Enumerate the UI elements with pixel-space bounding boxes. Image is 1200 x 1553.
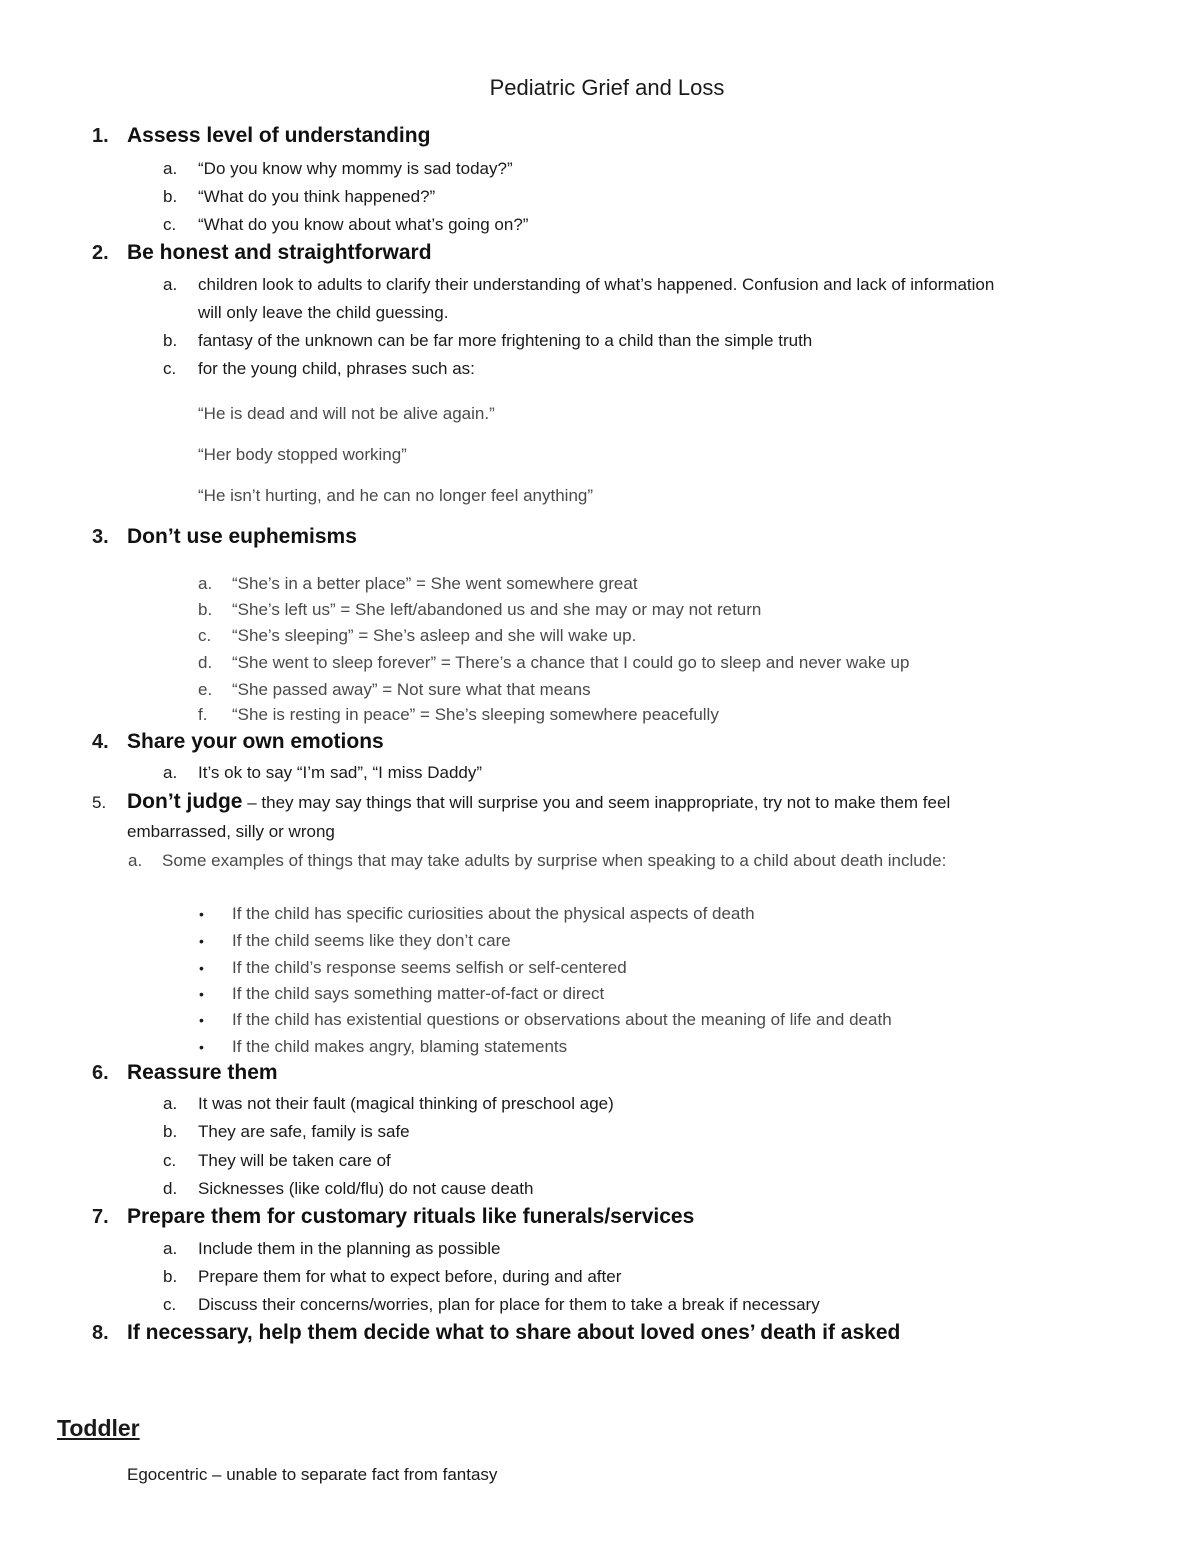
item-label: f.	[198, 705, 208, 724]
example-phrase: “He is dead and will not be alive again.”	[198, 404, 495, 423]
list-item: “What do you think happened?”	[198, 187, 436, 206]
item-label: a.	[128, 851, 143, 870]
bullet-item: If the child makes angry, blaming statements	[232, 1037, 568, 1056]
item-label: c.	[198, 626, 212, 645]
list-item: Sicknesses (like cold/flu) do not cause death	[198, 1179, 534, 1198]
section-heading: Share your own emotions	[127, 730, 384, 753]
list-item: “What do you know about what’s going on?”	[198, 215, 529, 234]
example-phrase: “Her body stopped working”	[198, 445, 407, 464]
bullet-item: If the child’s response seems selfish or self-centered	[232, 958, 627, 977]
toddler-heading: Toddler	[57, 1415, 140, 1441]
list-item: “Do you know why mommy is sad today?”	[198, 159, 513, 178]
list-item: Discuss their concerns/worries, plan for place for them to take a break if necessary	[198, 1295, 820, 1314]
list-item: “She went to sleep forever” = There’s a chance that I could go to sleep and never wake up	[232, 653, 910, 672]
toddler-text: Egocentric – unable to separate fact from fantasy	[127, 1465, 498, 1484]
list-item: “She passed away” = Not sure what that means	[232, 680, 591, 699]
bullet-icon: •	[199, 933, 204, 949]
list-item: They are safe, family is safe	[198, 1122, 410, 1141]
item-label: c.	[163, 1295, 177, 1314]
item-label: a.	[198, 574, 213, 593]
list-item: “She’s left us” = She left/abandoned us and she may or may not return	[232, 600, 762, 619]
section-heading: Don’t use euphemisms	[127, 525, 357, 548]
example-phrase: “He isn’t hurting, and he can no longer feel anything”	[198, 486, 594, 505]
list-item: “She’s sleeping” = She’s asleep and she will wake up.	[232, 626, 637, 645]
section-number: 3.	[92, 526, 109, 548]
list-item: for the young child, phrases such as:	[198, 359, 475, 378]
list-item: fantasy of the unknown can be far more frightening to a child than the simple truth	[198, 331, 813, 350]
section-number: 2.	[92, 242, 109, 264]
item-label: a.	[163, 1094, 178, 1113]
list-item-continuation: will only leave the child guessing.	[198, 303, 449, 322]
list-item: “She is resting in peace” = She’s sleeping somewhere peacefully	[232, 705, 719, 724]
bullet-icon: •	[199, 1039, 204, 1055]
section-heading: Prepare them for customary rituals like funerals/services	[127, 1205, 695, 1228]
item-label: b.	[163, 331, 178, 350]
item-label: a.	[163, 275, 178, 294]
section-heading: Be honest and straightforward	[127, 241, 432, 264]
bullet-item: If the child says something matter-of-fact or direct	[232, 984, 605, 1003]
item-label: c.	[163, 1151, 177, 1170]
list-item: It was not their fault (magical thinking of preschool age)	[198, 1094, 614, 1113]
section-number: 1.	[92, 125, 109, 147]
bullet-icon: •	[199, 1012, 204, 1028]
section-heading-continuation: embarrassed, silly or wrong	[127, 822, 335, 841]
item-label: b.	[198, 600, 213, 619]
list-item: It’s ok to say “I’m sad”, “I miss Daddy”	[198, 763, 483, 782]
section-number: 8.	[92, 1322, 109, 1344]
item-label: d.	[163, 1179, 178, 1198]
section-heading: Reassure them	[127, 1061, 278, 1084]
page-title: Pediatric Grief and Loss	[489, 75, 725, 100]
bullet-item: If the child has specific curiosities about the physical aspects of death	[232, 904, 755, 923]
section-number: 6.	[92, 1062, 109, 1084]
item-label: b.	[163, 1267, 178, 1286]
section-number: 4.	[92, 731, 109, 753]
item-label: a.	[163, 763, 178, 782]
section-number: 7.	[92, 1206, 109, 1228]
list-item: Some examples of things that may take adults by surprise when speaking to a child about death include:	[162, 851, 947, 870]
item-label: e.	[198, 680, 213, 699]
section-heading: Don’t judge	[127, 790, 243, 813]
section-number: 5.	[92, 793, 107, 812]
list-item: “She’s in a better place” = She went somewhere great	[232, 574, 638, 593]
item-label: c.	[163, 215, 177, 234]
item-label: a.	[163, 159, 178, 178]
bullet-icon: •	[199, 986, 204, 1002]
section-heading: Assess level of understanding	[127, 124, 431, 147]
item-label: a.	[163, 1239, 178, 1258]
bullet-item: If the child has existential questions or observations about the meaning of life and death	[232, 1010, 892, 1029]
section-heading-line	[127, 790, 950, 814]
list-item: children look to adults to clarify their understanding of what’s happened. Confusion and lack of information	[198, 275, 995, 294]
list-item: Prepare them for what to expect before, during and after	[198, 1267, 622, 1286]
bullet-icon: •	[199, 906, 204, 922]
section-heading: If necessary, help them decide what to share about loved ones’ death if asked	[127, 1321, 901, 1344]
list-item: They will be taken care of	[198, 1151, 391, 1170]
item-label: c.	[163, 359, 177, 378]
list-item: Include them in the planning as possible	[198, 1239, 501, 1258]
item-label: d.	[198, 653, 213, 672]
item-label: b.	[163, 187, 178, 206]
item-label: b.	[163, 1122, 178, 1141]
bullet-item: If the child seems like they don’t care	[232, 931, 511, 950]
bullet-icon: •	[199, 960, 204, 976]
section-heading-rest: – they may say things that will surprise you and seem inappropriate, try not to make them feel	[242, 793, 951, 812]
